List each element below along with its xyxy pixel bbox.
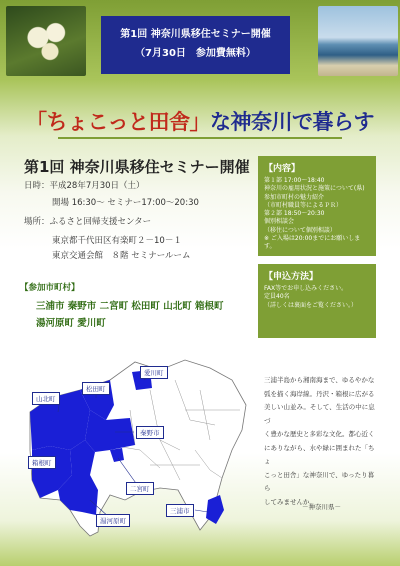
seminar-building: 東京交通会館 ８階 セミナールーム <box>52 251 191 261</box>
description-line: にありながら、水や緑に囲まれた「ちょ <box>264 443 375 465</box>
label-miura: 三浦市 <box>166 504 194 517</box>
apply-line: 定員40名 <box>264 293 290 301</box>
title-divider <box>58 137 342 139</box>
title-phrase: ちょこっと田舎 <box>46 110 190 134</box>
description-line: 弧を描く海岸線。丹沢・箱根に広がる <box>264 389 375 398</box>
label-yugawara: 湯河原町 <box>96 514 130 527</box>
kanagawa-map-svg <box>10 350 258 540</box>
title-open-bracket: 「 <box>25 110 47 134</box>
seminar-date: 日時：平成28年7月30日（土） <box>24 181 145 191</box>
content-line: 個別相談会 <box>264 218 295 226</box>
label-hadano: 秦野市 <box>136 426 164 439</box>
content-line: 第２部 18:50～20:30 <box>264 210 325 218</box>
main-title <box>0 106 400 136</box>
label-aikawa: 愛川町 <box>140 366 168 379</box>
label-hakone: 箱根町 <box>28 456 56 469</box>
description-line: してみませんか。 <box>264 497 316 506</box>
apply-heading: 【申込方法】 <box>264 272 319 282</box>
apply-line: FAX等でお申し込みください。 <box>264 285 348 292</box>
description <box>264 374 380 509</box>
description-line: く豊かな歴史と多彩な文化。都心近く <box>264 430 375 438</box>
seminar-title: 第1回 神奈川県移住セミナー開催 <box>24 158 250 176</box>
label-matsuda: 松田町 <box>82 382 110 395</box>
header-line-1: 第1回 神奈川県移住セミナー開催 <box>120 29 271 40</box>
title-rest: な神奈川で暮らす <box>210 110 375 134</box>
content-line: 第１部 17:00～18:40 <box>264 177 325 184</box>
label-ninomiya: 二宮町 <box>126 482 154 495</box>
apply-box <box>258 264 376 338</box>
towns-heading: 【参加市町村】 <box>20 283 80 293</box>
towns-line-1: 三浦市 秦野市 二宮町 松田町 山北町 箱根町 <box>36 301 224 312</box>
seminar-times: 開場 16:30～ セミナー17:00～20:30 <box>52 198 199 208</box>
content-line: 参加市町村の魅力紹介 <box>264 193 325 201</box>
description-line: 三浦半島から湘南海まで、ゆるやかな <box>264 376 375 384</box>
kanagawa-map <box>10 350 258 540</box>
towns-line-2: 湯河原町 愛川町 <box>36 318 106 329</box>
seminar-venue: 場所：ふるさと回帰支援センター <box>24 217 152 227</box>
content-heading: 【内容】 <box>264 164 301 174</box>
title-close-bracket: 」 <box>189 110 211 134</box>
content-line: （市町村職員等によるＰＲ） <box>264 201 343 209</box>
description-signature: －神奈川県－ <box>302 503 341 511</box>
seminar-address: 東京都千代田区有楽町２－10－１ <box>52 236 182 246</box>
header-line-2: （7月30日 参加費無料） <box>135 48 256 59</box>
description-line: こっと田舎」な神奈川で、ゆったり暮ら <box>264 470 375 492</box>
content-line: 神奈川の雇用状況と施策について(県) <box>264 185 365 193</box>
description-line: 美しい山並み。そして、生活の中に息づ <box>264 403 375 425</box>
header-banner <box>101 16 290 74</box>
content-line: （移住について個別相談） <box>264 226 336 234</box>
lily-photo <box>6 6 86 76</box>
seaside-photo <box>318 6 398 76</box>
label-yamakita: 山北町 <box>32 392 60 405</box>
content-box <box>258 156 376 256</box>
apply-line: （詳しくは裏面をご覧ください。） <box>264 301 358 309</box>
content-line: ※ ご入場は20:00までにお願いします。 <box>264 235 361 251</box>
